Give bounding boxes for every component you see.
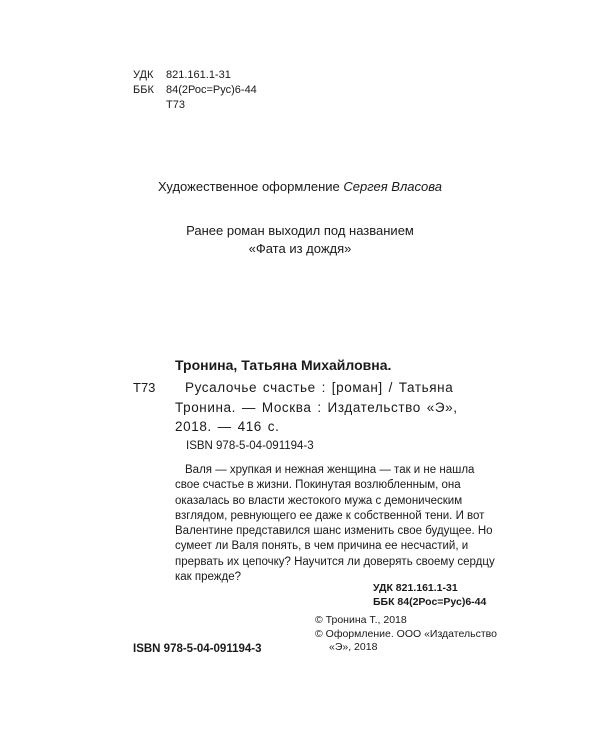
- author-mark: Т73: [166, 99, 185, 111]
- author-heading: Тронина, Татьяна Михайловна.: [175, 357, 392, 373]
- bottom-bbk: ББК 84(2Рос=Рус)6-44: [373, 596, 487, 608]
- bottom-udk: УДК 821.161.1-31: [373, 582, 458, 594]
- bibliographic-description: Русалочье счастье : [роман] / Татьяна Тронина. — Москва : Издательство «Э», 2018. — 416 с.: [175, 380, 458, 434]
- annotation: Валя — хрупкая и нежная женщина — так и не нашла свое счастье в жизни. Покинутая возлюбленным, она оказалась во власти жестокого мужа с демоническим взглядом, ревнующего ее даже к собственной тени. И вот Валентине представился шанс изменить свое будущее. Но сумеет ли Валя понять, в чем причина ее несчастий, и прервать их цепочку? Научится ли доверять своему сердцу как прежде?: [175, 464, 495, 584]
- bbk-value: 84(2Рос=Рус)6-44: [166, 84, 257, 96]
- bibliographic-mark: Т73: [133, 380, 156, 395]
- bbk-label: ББК: [133, 84, 154, 96]
- design-credit-name: Сергея Власова: [343, 179, 442, 194]
- isbn-record: ISBN 978-5-04-091194-3: [186, 440, 314, 452]
- udk-value: 821.161.1-31: [166, 69, 231, 81]
- previous-title-note: [0, 222, 600, 258]
- copyright-design: © Оформление. ООО «Издательство: [315, 627, 497, 640]
- isbn-bottom: ISBN 978-5-04-091194-3: [133, 643, 262, 655]
- bottom-classification-codes: [373, 581, 486, 609]
- bbk-row: [133, 83, 257, 98]
- top-classification-codes: [133, 68, 257, 113]
- previous-title-line1: Ранее роман выходил под названием: [186, 223, 414, 238]
- previous-title-line2: «Фата из дождя»: [248, 241, 352, 256]
- design-credit-prefix: Художественное оформление: [158, 179, 340, 194]
- copyright-block: [315, 614, 497, 655]
- copyright-design-cont: «Э», 2018: [329, 641, 378, 653]
- udk-label: УДК: [133, 69, 154, 81]
- design-credit: [0, 179, 600, 194]
- copyright-author: © Тронина Т., 2018: [315, 614, 407, 626]
- udk-row: [133, 68, 257, 83]
